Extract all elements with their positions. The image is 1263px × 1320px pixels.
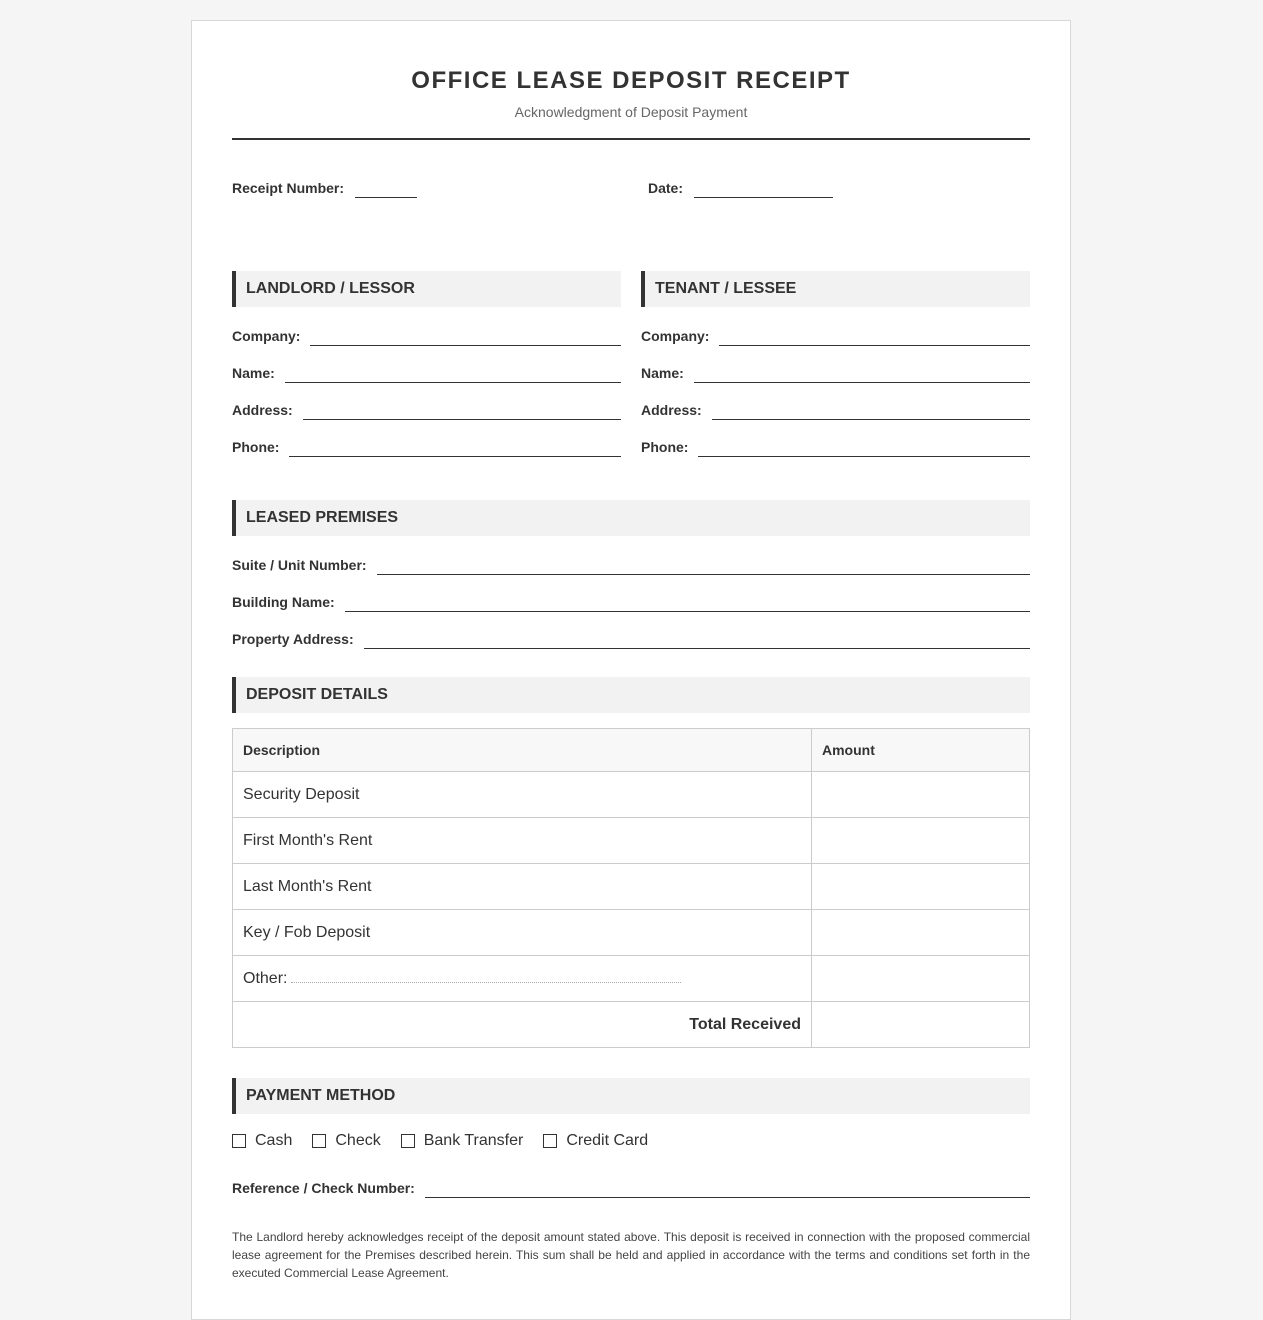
column-header-amount: Amount xyxy=(812,729,1030,772)
building-name-field xyxy=(232,586,1030,610)
landlord-address-field xyxy=(232,394,621,418)
other-description-input[interactable] xyxy=(291,970,681,983)
payment-option-credit-card[interactable] xyxy=(543,1132,648,1150)
field-label: Property Address: xyxy=(232,631,354,647)
landlord-name-field xyxy=(232,357,621,381)
row-description: Last Month's Rent xyxy=(233,864,812,910)
premises-heading: LEASED PREMISES xyxy=(232,500,1030,536)
landlord-phone-input[interactable] xyxy=(289,442,621,457)
header-divider xyxy=(232,138,1030,140)
row-description: Other: xyxy=(243,969,288,987)
row-amount-cell[interactable] xyxy=(812,818,1030,864)
tenant-phone-input[interactable] xyxy=(698,442,1030,457)
table-row xyxy=(233,864,1030,910)
page-title: OFFICE LEASE DEPOSIT RECEIPT xyxy=(411,67,851,94)
total-row xyxy=(233,1002,1030,1048)
field-label: Name: xyxy=(232,365,275,381)
suite-number-field xyxy=(232,549,1030,573)
party-columns xyxy=(232,271,1030,455)
total-amount-cell[interactable] xyxy=(812,1002,1030,1048)
date-field xyxy=(648,174,833,196)
checkbox[interactable] xyxy=(232,1134,246,1148)
receipt-document xyxy=(191,20,1071,1320)
premises-section xyxy=(232,500,1030,647)
row-description: Security Deposit xyxy=(233,772,812,818)
landlord-heading: LANDLORD / LESSOR xyxy=(232,271,621,307)
field-label: Company: xyxy=(641,328,710,344)
receipt-number-label: Receipt Number: xyxy=(232,180,345,196)
checkbox[interactable] xyxy=(401,1134,415,1148)
date-input[interactable] xyxy=(694,185,833,198)
building-name-input[interactable] xyxy=(345,597,1030,612)
reference-number-field xyxy=(232,1172,1030,1196)
receipt-number-input[interactable] xyxy=(355,185,417,198)
row-amount-cell[interactable] xyxy=(812,956,1030,1002)
field-label: Suite / Unit Number: xyxy=(232,557,367,573)
tenant-address-field xyxy=(641,394,1030,418)
field-label: Address: xyxy=(232,402,293,418)
property-address-field xyxy=(232,623,1030,647)
tenant-name-field xyxy=(641,357,1030,381)
tenant-name-input[interactable] xyxy=(694,368,1030,383)
table-row xyxy=(233,956,1030,1002)
row-description: Key / Fob Deposit xyxy=(233,910,812,956)
field-label: Company: xyxy=(232,328,301,344)
deposit-section xyxy=(232,677,1030,1048)
total-label: Total Received xyxy=(233,1002,812,1048)
option-label: Cash xyxy=(255,1132,293,1149)
checkbox[interactable] xyxy=(312,1134,326,1148)
field-label: Name: xyxy=(641,365,684,381)
tenant-company-input[interactable] xyxy=(719,331,1030,346)
row-amount-cell[interactable] xyxy=(812,864,1030,910)
landlord-address-input[interactable] xyxy=(303,405,621,420)
deposit-heading: DEPOSIT DETAILS xyxy=(232,677,1030,713)
row-description: First Month's Rent xyxy=(233,818,812,864)
field-label: Building Name: xyxy=(232,594,335,610)
receipt-meta xyxy=(232,174,1030,196)
tenant-heading: TENANT / LESSEE xyxy=(641,271,1030,307)
option-label: Credit Card xyxy=(566,1132,649,1149)
column-header-description: Description xyxy=(233,729,812,772)
field-label: Address: xyxy=(641,402,702,418)
row-other-cell xyxy=(233,956,812,1002)
page-subtitle: Acknowledgment of Deposit Payment xyxy=(514,104,748,120)
table-row xyxy=(233,818,1030,864)
payment-option-cash[interactable] xyxy=(232,1132,292,1150)
property-address-input[interactable] xyxy=(364,634,1030,649)
table-row xyxy=(233,772,1030,818)
landlord-section xyxy=(232,271,621,455)
tenant-company-field xyxy=(641,320,1030,344)
payment-options xyxy=(232,1132,1030,1150)
payment-option-check[interactable] xyxy=(312,1132,380,1150)
date-label: Date: xyxy=(648,180,684,196)
option-label: Bank Transfer xyxy=(423,1132,524,1149)
row-amount-cell[interactable] xyxy=(812,910,1030,956)
table-header-row xyxy=(233,729,1030,772)
field-label: Reference / Check Number: xyxy=(232,1180,415,1196)
acknowledgment-notice: The Landlord hereby acknowledges receipt of the deposit amount stated above. This deposit is received in connection with the proposed commercial lease agreement for the Premises described herein. This sum shall be held and applied in accordance with the terms and conditions set forth in the executed Commercial Lease Agreement. xyxy=(232,1230,1030,1280)
suite-number-input[interactable] xyxy=(377,560,1030,575)
reference-number-input[interactable] xyxy=(425,1183,1030,1198)
table-row xyxy=(233,910,1030,956)
receipt-number-field xyxy=(232,174,648,196)
landlord-name-input[interactable] xyxy=(285,368,621,383)
option-label: Check xyxy=(335,1132,381,1149)
landlord-phone-field xyxy=(232,431,621,455)
tenant-address-input[interactable] xyxy=(712,405,1030,420)
landlord-company-field xyxy=(232,320,621,344)
payment-section xyxy=(232,1078,1030,1196)
field-label: Phone: xyxy=(232,439,280,455)
deposit-table xyxy=(232,728,1030,1048)
payment-heading: PAYMENT METHOD xyxy=(232,1078,1030,1114)
tenant-section xyxy=(641,271,1030,455)
landlord-company-input[interactable] xyxy=(310,331,621,346)
payment-option-bank-transfer[interactable] xyxy=(401,1132,524,1150)
tenant-phone-field xyxy=(641,431,1030,455)
field-label: Phone: xyxy=(641,439,689,455)
row-amount-cell[interactable] xyxy=(812,772,1030,818)
checkbox[interactable] xyxy=(543,1134,557,1148)
